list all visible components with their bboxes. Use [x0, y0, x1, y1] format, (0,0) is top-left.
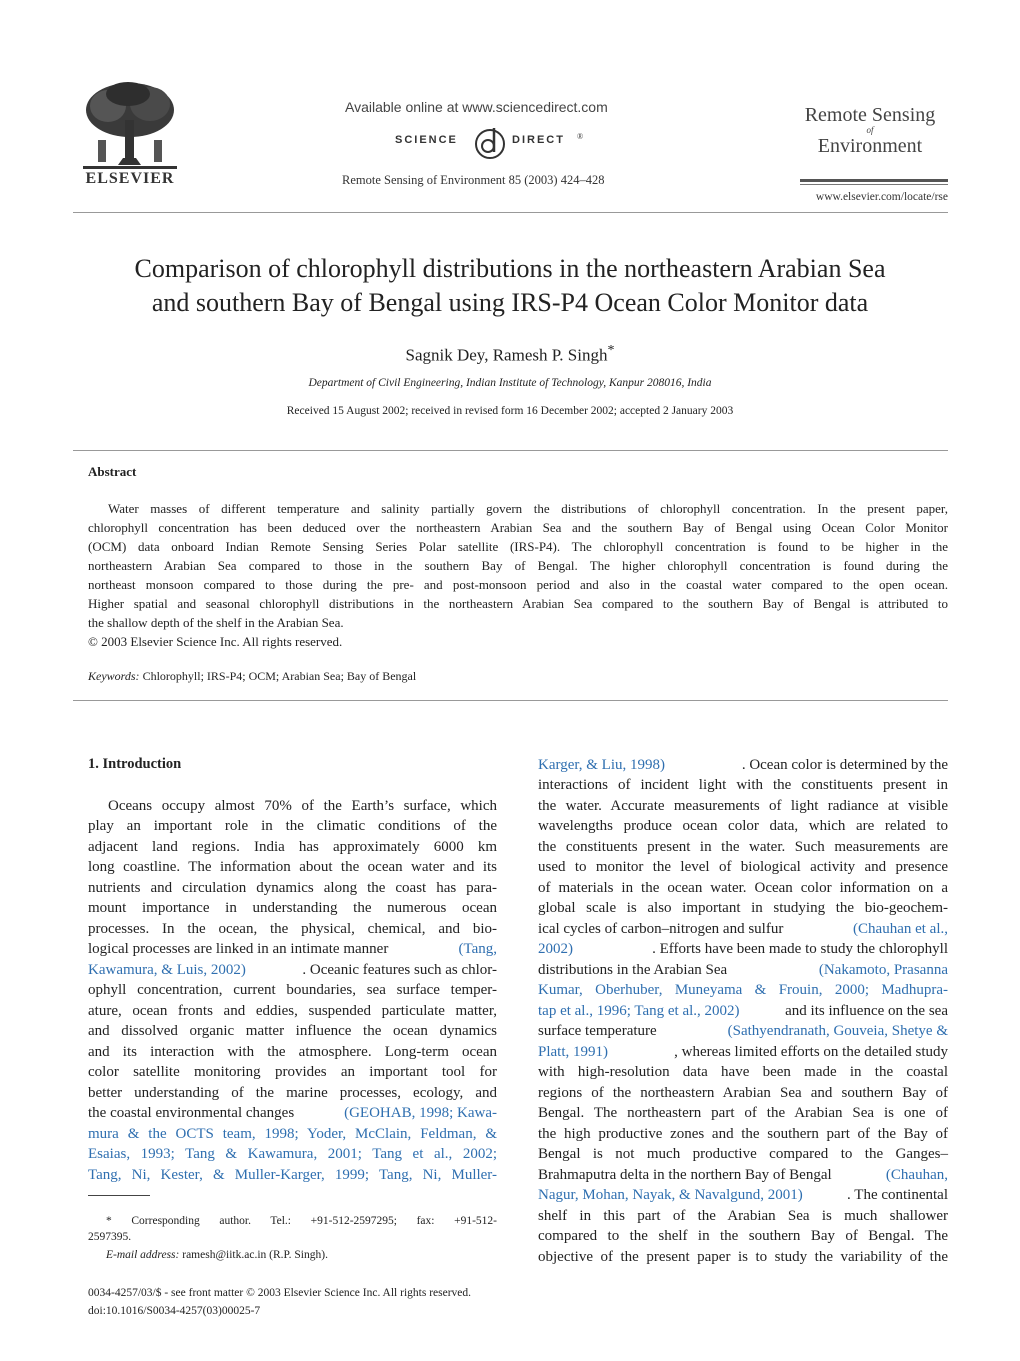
citation-link[interactable]: (Chauhan et al., [853, 921, 948, 937]
sciencedirect-d-icon [473, 124, 507, 162]
authors [0, 340, 1020, 367]
affiliation: Department of Civil Engineering, Indian Institute of Technology, Kanpur 208016, India [308, 377, 712, 389]
abstract-line: (OCM) data onboard Indian Remote Sensing Series Polar satellite (IRS-P4). The chlorophyll concentration is found to be higher in the [88, 539, 948, 554]
journal-logo-rule-thin [800, 184, 948, 185]
journal-url-link[interactable]: www.elsevier.com/locate/rse [815, 191, 948, 203]
body-text: distributions in the Arabian Sea [538, 962, 728, 978]
abstract-top-rule [73, 450, 948, 451]
body-text: and its influence on the sea [785, 1003, 948, 1019]
body-text: Brahmaputra delta in the northern Bay of Bengal [538, 1167, 832, 1183]
abstract-line: chlorophyll concentration has been deduced over the northeastern Arabian Sea and the southern Bay of Bengal using Ocean Color Monitor [88, 520, 948, 535]
body-text: surface temperature [538, 1023, 657, 1039]
keywords-list: Chlorophyll; IRS-P4; OCM; Arabian Sea; Bay of Bengal [142, 669, 417, 683]
body-line [538, 1042, 948, 1062]
footnote-email [106, 1247, 328, 1263]
body-text: . The continental [847, 1187, 948, 1203]
citation-link[interactable]: Tang, Ni, Kester, & Muller-Karger, 1999; Tang, Ni, Muller- [88, 1167, 497, 1183]
body-line [538, 755, 948, 775]
body-line: interactions of incident light with the constituents present in [538, 777, 948, 793]
abstract-bottom-rule [73, 700, 948, 701]
citation-link[interactable]: Platt, 1991) [538, 1044, 608, 1060]
journal-logo [790, 104, 950, 164]
citation-link[interactable]: mura & the OCTS team, 1998; Yoder, McClain, Feldman, & [88, 1126, 497, 1142]
footnote-line1 [88, 1213, 497, 1229]
footnote-rule [88, 1195, 150, 1196]
body-text: the coastal environmental changes [88, 1105, 295, 1121]
body-text: . Efforts have been made to study the chlorophyll [652, 941, 948, 957]
body-line: long coastline. The information about the ocean water and its [88, 859, 497, 875]
body-text: . Oceanic features such as chlor- [302, 962, 497, 978]
sciencedirect-right: DIRECT [512, 134, 565, 146]
body-line [88, 939, 497, 959]
body-line: shelf in this part of the Arabian Sea is much shallower [538, 1208, 948, 1224]
body-line: mount importance in understanding the numerous ocean [88, 900, 497, 916]
abstract-heading: Abstract [88, 464, 137, 479]
body-line [538, 1165, 948, 1185]
article-title-line2: and southern Bay of Bengal using IRS-P4 Ocean Color Monitor data [151, 288, 869, 317]
sciencedirect-reg: ® [577, 132, 584, 141]
body-line [538, 1185, 948, 1205]
body-line: Bengal is not much productive compared to the Ganges– [538, 1146, 948, 1162]
body-line [538, 919, 948, 939]
elsevier-tree-icon [78, 80, 182, 175]
abstract-line: northeast monsoon compared to those during the pre- and post-monsoon period and also in the coastal water compared to the open ocean. [88, 577, 948, 592]
corresponding-author-mark[interactable]: * [607, 343, 615, 358]
publisher-name: ELSEVIER [85, 170, 175, 187]
body-line: processes. In the ocean, the physical, chemical, and bio- [88, 921, 497, 937]
citation-link[interactable]: tap et al., 1996; Tang et al., 2002) [538, 1003, 740, 1019]
body-line: nutrients and circulation dynamics along the coast has para- [88, 880, 497, 896]
journal-logo-line1: Remote Sensing [804, 104, 936, 126]
journal-citation: Remote Sensing of Environment 85 (2003) 424–428 [342, 173, 605, 187]
citation-link[interactable]: Kawamura, & Luis, 2002) [88, 962, 246, 978]
available-online-text: Available online at www.sciencedirect.com [345, 99, 608, 115]
body-line: adjacent land regions. India has approximately 6000 km [88, 839, 497, 855]
body-line [538, 1001, 948, 1021]
journal-logo-line3: Environment [817, 135, 923, 157]
body-line: used to monitor the level of biological activity and presence [538, 859, 948, 875]
abstract-line: northeastern Arabian Sea compared to those in the southern Bay of Bengal. The higher chlorophyll concentration is found during the [88, 558, 948, 573]
elsevier-logo [78, 80, 182, 190]
article-title-line1: Comparison of chlorophyll distributions in the northeastern Arabian Sea [134, 254, 886, 283]
body-line: ophyll concentration, current boundaries, sea surface temper- [88, 982, 497, 998]
body-line: the high productive zones and the southern part of the Bay of [538, 1126, 948, 1142]
body-line: play an important role in the climatic conditions of the [88, 818, 497, 834]
citation-link[interactable]: (Nakamoto, Prasanna [818, 962, 948, 978]
section-heading-introduction: 1. Introduction [88, 756, 182, 772]
body-line: ature, ocean fronts and eddies, suspended particulate matter, [88, 1003, 497, 1019]
body-line: and its interaction with the atmosphere. Long-term ocean [88, 1044, 497, 1060]
body-text: , whereas limited efforts on the detailed study [674, 1044, 948, 1060]
body-line: wavelengths produce ocean color data, which are related to [538, 818, 948, 834]
body-line: with high-resolution data have been made in the coastal [538, 1064, 948, 1080]
body-line [88, 960, 497, 980]
header-rule [73, 212, 948, 213]
body-line: Bengal. The northeastern part of the Arabian Sea is one of [538, 1105, 948, 1121]
body-line: of materials in the ocean water. Ocean color information on a [538, 880, 948, 896]
citation-link[interactable]: (Chauhan, [885, 1167, 948, 1183]
body-line: and dissolved organic matter influence the ocean dynamics [88, 1023, 497, 1039]
citation-link[interactable]: Kumar, Oberhuber, Muneyama & Frouin, 2000; Madhupra- [538, 982, 948, 998]
footnote-line2: 2597395. [88, 1231, 132, 1243]
body-line: compared to the shelf in the southern Bay of Bengal. The [538, 1228, 948, 1244]
body-line [88, 1103, 497, 1123]
keywords-label: Keywords: [88, 669, 140, 683]
citation-link[interactable]: (GEOHAB, 1998; Kawa- [344, 1105, 497, 1121]
abstract-line: Water masses of different temperature and salinity partially govern the distributions of chlorophyll concentration. In the present paper, [108, 501, 948, 516]
sciencedirect-logo [395, 124, 595, 162]
body-line: the water. Accurate measurements of light radiance at visible [538, 798, 948, 814]
body-line: regions of the northeastern Arabian Sea and southern Bay of [538, 1085, 948, 1101]
citation-link[interactable]: Nagur, Mohan, Nayak, & Navalgund, 2001) [538, 1187, 803, 1203]
abstract-line: the shallow depth of the shelf in the Arabian Sea. [88, 615, 344, 630]
received-dates: Received 15 August 2002; received in revised form 16 December 2002; accepted 2 January 2003 [286, 405, 734, 417]
email-label: E-mail address: [106, 1249, 180, 1261]
abstract-line: Higher spatial and seasonal chlorophyll distributions in the northeastern Arabian Sea compared to the southern Bay of Bengal is attributed to [88, 596, 948, 611]
author-names: Sagnik Dey, Ramesh P. Singh [405, 345, 608, 365]
body-line: color satellite monitoring provides an important tool for [88, 1064, 497, 1080]
journal-logo-line2: of [866, 125, 874, 135]
citation-link[interactable]: 2002) [538, 941, 573, 957]
body-line: objective of the present paper is to study the variability of the [538, 1249, 948, 1265]
email-address[interactable]: ramesh@iitk.ac.in (R.P. Singh). [182, 1249, 328, 1261]
citation-link[interactable]: (Sathyendranath, Gouveia, Shetye & [727, 1023, 948, 1039]
body-line: global scale is also important in studying the bio-geochem- [538, 900, 948, 916]
body-line: better understanding of the marine processes, ecology, and [88, 1085, 497, 1101]
body-line [538, 1021, 948, 1041]
front-matter-line: 0034-4257/03/$ - see front matter © 2003 Elsevier Science Inc. All rights reserved. [88, 1287, 472, 1299]
citation-link[interactable]: Esaias, 1993; Tang & Kawamura, 2001; Tang et al., 2002; [88, 1146, 497, 1162]
footnote-mark: * [106, 1215, 112, 1227]
keywords [88, 669, 416, 684]
body-text: . Ocean color is determined by the [741, 757, 948, 773]
footnote-text: Corresponding author. Tel.: +91-512-2597295; fax: +91-512- [131, 1215, 497, 1227]
body-line [538, 939, 948, 959]
body-text: logical processes are linked in an intimate manner [88, 941, 389, 957]
body-line: the constituents present in the water. Such measurements are [538, 839, 948, 855]
doi-line[interactable]: doi:10.1016/S0034-4257(03)00025-7 [88, 1305, 261, 1317]
body-text: ical cycles of carbon–nitrogen and sulfur [538, 921, 784, 937]
sciencedirect-left: SCIENCE [395, 134, 458, 146]
body-line: Oceans occupy almost 70% of the Earth’s surface, which [108, 798, 497, 814]
body-line [538, 960, 948, 980]
citation-link[interactable]: (Tang, [458, 941, 497, 957]
citation-link[interactable]: Karger, & Liu, 1998) [538, 757, 666, 773]
journal-logo-rule [800, 179, 948, 182]
copyright-line: © 2003 Elsevier Science Inc. All rights reserved. [88, 634, 343, 649]
